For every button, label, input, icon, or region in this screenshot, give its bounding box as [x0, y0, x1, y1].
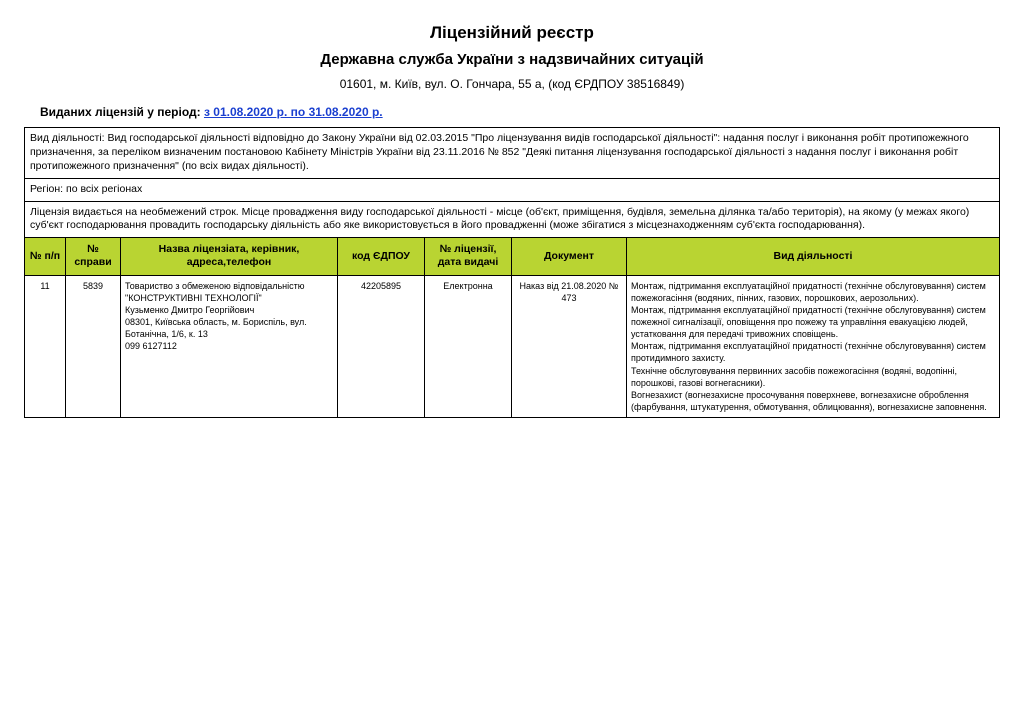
licence-table: [24, 237, 1000, 418]
licensee-name: Товариство з обмеженою відповідальністю "КОНСТРУКТИВНІ ТЕХНОЛОГІЇ": [125, 280, 305, 303]
period-line: [40, 105, 1000, 119]
document-header: [24, 22, 1000, 92]
page-subtitle: Державна служба України з надзвичайних ситуацій: [320, 51, 704, 69]
column-header-edrpou: код ЄДПОУ: [338, 238, 425, 275]
cell-num: 11: [25, 275, 66, 418]
column-header-case: № справи: [66, 238, 121, 275]
table-row: [25, 275, 1000, 418]
table-header-row: [25, 238, 1000, 275]
period-label: Виданих ліцензій у період:: [40, 105, 201, 120]
cell-activities: [627, 275, 1000, 418]
activity-item: Монтаж, підтримання експлуатаційної придатності (технічне обслуговування) систем пожежної сигналізації, оповіщення про пожежу та управління евакуацією людей, устатковання для передачі тривожних сповіщень.: [631, 304, 986, 340]
region-description: Регіон: по всіх регіонах: [25, 178, 1000, 201]
column-header-num: № п/п: [25, 238, 66, 275]
activity-item: Монтаж, підтримання експлуатаційної придатності (технічне обслуговування) систем протидимного захисту.: [631, 341, 986, 364]
cell-edrpou: 42205895: [338, 275, 425, 418]
column-header-activity: Вид діяльності: [627, 238, 1000, 275]
info-table: [24, 127, 1000, 238]
activity-item: Монтаж, підтримання експлуатаційної придатності (технічне обслуговування) систем пожежогасіння (водяних, пінних, газових, порошкових, аерозольних).: [631, 280, 986, 303]
cell-document: Наказ від 21.08.2020 № 473: [512, 275, 627, 418]
info-row-note: [25, 201, 1000, 238]
column-header-licence: № ліцензії, дата видачі: [425, 238, 512, 275]
column-header-name: Назва ліцензіата, керівник, адреса,телефон: [121, 238, 338, 275]
activity-item: Вогнезахист (вогнезахисне просочування поверхневе, вогнезахисне оброблення (фарбування, штукатурення, обмотування, облицювання), вогнезахисне заповнення.: [631, 389, 987, 412]
info-row-activity: [25, 128, 1000, 179]
organization-address: 01601, м. Київ, вул. О. Гончара, 55 а, (код ЄРДПОУ 38516849): [339, 76, 685, 91]
activity-item: Технічне обслуговування первинних засобів пожежогасіння (водяні, водопінні, порошкові, газові вогнегасники).: [631, 365, 958, 388]
page-title: Ліцензійний реєстр: [430, 23, 594, 42]
licence-note: Ліцензія видається на необмежений строк. Місце провадження виду господарської діяльності - місце (об'єкт, приміщення, будівля, земельна ділянка та/або територія), на якому (у межах якого) суб'єкт господарювання провадить господарську діяльність або яке використовується в його провадженні (може збігатися з місцезнаходженням суб'єкта господарювання).: [25, 201, 1000, 238]
activity-description: Вид діяльності: Вид господарської діяльності відповідно до Закону України від 02.03.2015 "Про ліцензування видів господарської діяльності": надання послуг і виконання робіт протипожежного призначення, за переліком визначеним постановою Кабінету Міністрів України від 23.11.2016 № 852 "Деякі питання ліцензування господарської діяльності з надання послуг і виконання робіт протипожежного призначення" (по всіх видах діяльності).: [25, 128, 1000, 179]
cell-case: 5839: [66, 275, 121, 418]
info-row-region: [25, 178, 1000, 201]
licensee-phone: 099 6127112: [125, 341, 177, 352]
licensee-director: Кузьменко Дмитро Георгійович: [125, 304, 255, 315]
period-value[interactable]: з 01.08.2020 р. по 31.08.2020 р.: [203, 105, 383, 120]
cell-licensee: [121, 275, 338, 418]
column-header-document: Документ: [512, 238, 627, 275]
cell-licence: Електронна: [425, 275, 512, 418]
licensee-address: 08301, Київська область, м. Бориспіль, вул. Ботанічна, 1/6, к. 13: [125, 317, 307, 340]
